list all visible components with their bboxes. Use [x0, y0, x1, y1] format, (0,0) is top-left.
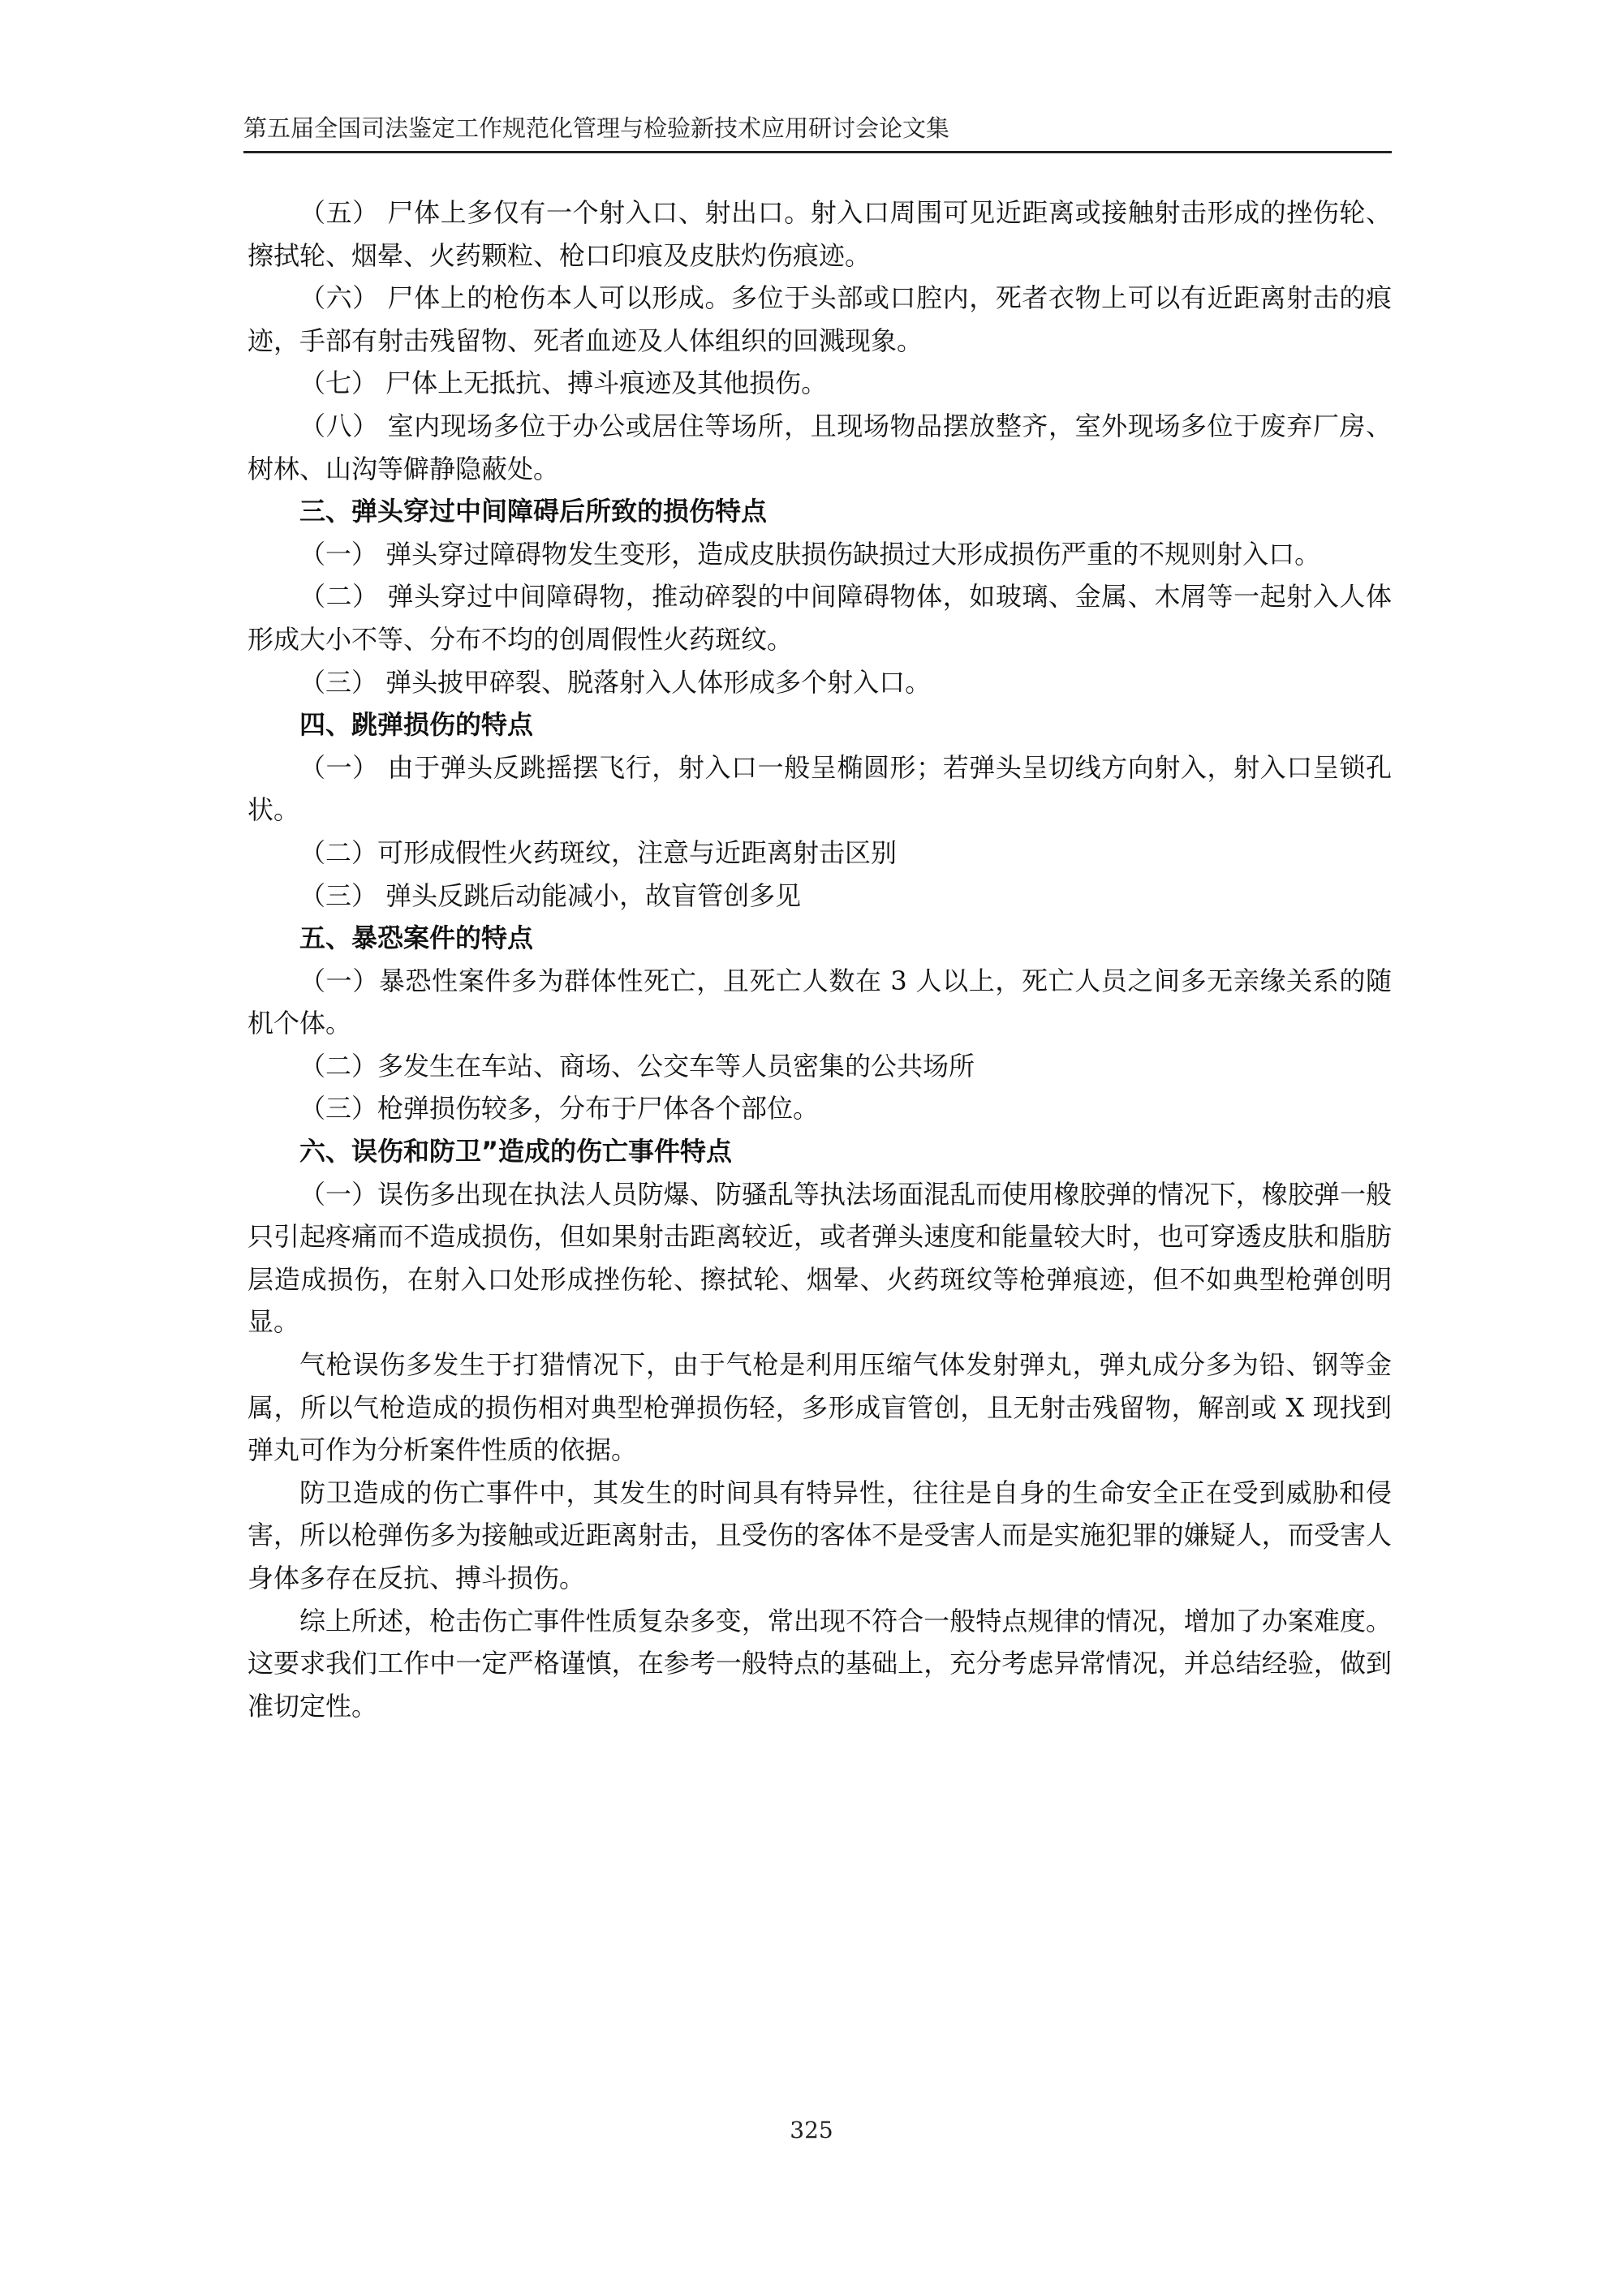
- paragraph-8: （八） 室内现场多位于办公或居住等场所，且现场物品摆放整齐，室外现场多位于废弃厂房、树林、山沟等僻静隐蔽处。: [248, 410, 1392, 484]
- paragraph-6-1: （一）误伤多出现在执法人员防爆、防骚乱等执法场面混乱而使用橡胶弹的情况下，橡胶弹一般只引起疼痛而不造成损伤，但如果射击距离较近，或者弹头速度和能量较大时，也可穿透皮肤和脂肪层造成损伤，在射入口处形成挫伤轮、擦拭轮、烟晕、火药斑纹等枪弹痕迹，但不如典型枪弹创明显。: [248, 1178, 1392, 1338]
- paragraph-air-gun: 气枪误伤多发生于打猎情况下，由于气枪是利用压缩气体发射弹丸，弹丸成分多为铅、钢等金属，所以气枪造成的损伤相对典型枪弹损伤轻，多形成盲管创，且无射击残留物，解剖或 X 现找到弹丸可作为分析案件性质的依据。: [248, 1349, 1392, 1466]
- paragraph-5-2: （二）多发生在车站、商场、公交车等人员密集的公共场所: [299, 1050, 975, 1081]
- header-title: 第五届全国司法鉴定工作规范化管理与检验新技术应用研讨会论文集: [243, 114, 950, 142]
- section-heading-6: 六、误伤和防卫”造成的伤亡事件特点: [299, 1136, 733, 1167]
- section-heading-4: 四、跳弹损伤的特点: [299, 709, 534, 741]
- document-body: [248, 191, 1392, 1727]
- paragraph-4-1: （一） 由于弹头反跳摇摆飞行，射入口一般呈椭圆形；若弹头呈切线方向射入，射入口呈锁孔状。: [248, 751, 1392, 826]
- paragraph-conclusion: 综上所述，枪击伤亡事件性质复杂多变，常出现不符合一般特点规律的情况，增加了办案难度。这要求我们工作中一定严格谨慎，在参考一般特点的基础上，充分考虑异常情况，并总结经验，做到准切定性。: [248, 1605, 1392, 1722]
- paragraph-defense: 防卫造成的伤亡事件中，其发生的时间具有特异性，往往是自身的生命安全正在受到威胁和侵害，所以枪弹伤多为接触或近距离射击，且受伤的客体不是受害人而是实施犯罪的嫌疑人，而受害人身体多存在反抗、搏斗损伤。: [248, 1477, 1392, 1593]
- section-heading-5: 五、暴恐案件的特点: [299, 922, 534, 954]
- paragraph-5: （五） 尸体上多仅有一个射入口、射出口。射入口周围可见近距离或接触射击形成的挫伤轮、擦拭轮、烟晕、火药颗粒、枪口印痕及皮肤灼伤痕迹。: [248, 197, 1392, 271]
- paragraph-4-3: （三） 弹头反跳后动能减小，故盲管创多见: [299, 879, 802, 911]
- paragraph-7: （七） 尸体上无抵抗、搏斗痕迹及其他损伤。: [299, 368, 828, 399]
- page-number: 325: [790, 2117, 833, 2143]
- running-header: [243, 112, 1392, 153]
- paragraph-6: （六） 尸体上的枪伤本人可以形成。多位于头部或口腔内，死者衣物上可以有近距离射击的痕迹，手部有射击残留物、死者血迹及人体组织的回溅现象。: [248, 282, 1392, 356]
- paragraph-3-3: （三） 弹头披甲碎裂、脱落射入人体形成多个射入口。: [299, 666, 932, 698]
- paragraph-3-1: （一） 弹头穿过障碍物发生变形，造成皮肤损伤缺损过大形成损伤严重的不规则射入口。: [299, 538, 1321, 570]
- paragraph-3-2: （二） 弹头穿过中间障碍物，推动碎裂的中间障碍物体，如玻璃、金属、木屑等一起射入人体形成大小不等、分布不均的创周假性火药斑纹。: [248, 581, 1392, 655]
- section-heading-3: 三、弹头穿过中间障碍后所致的损伤特点: [299, 496, 768, 527]
- paragraph-4-2: （二）可形成假性火药斑纹，注意与近距离射击区别: [299, 836, 898, 868]
- paragraph-5-3: （三）枪弹损伤较多，分布于尸体各个部位。: [299, 1093, 820, 1124]
- paragraph-5-1: （一）暴恐性案件多为群体性死亡，且死亡人数在 3 人以上，死亡人员之间多无亲缘关系的随机个体。: [248, 965, 1392, 1039]
